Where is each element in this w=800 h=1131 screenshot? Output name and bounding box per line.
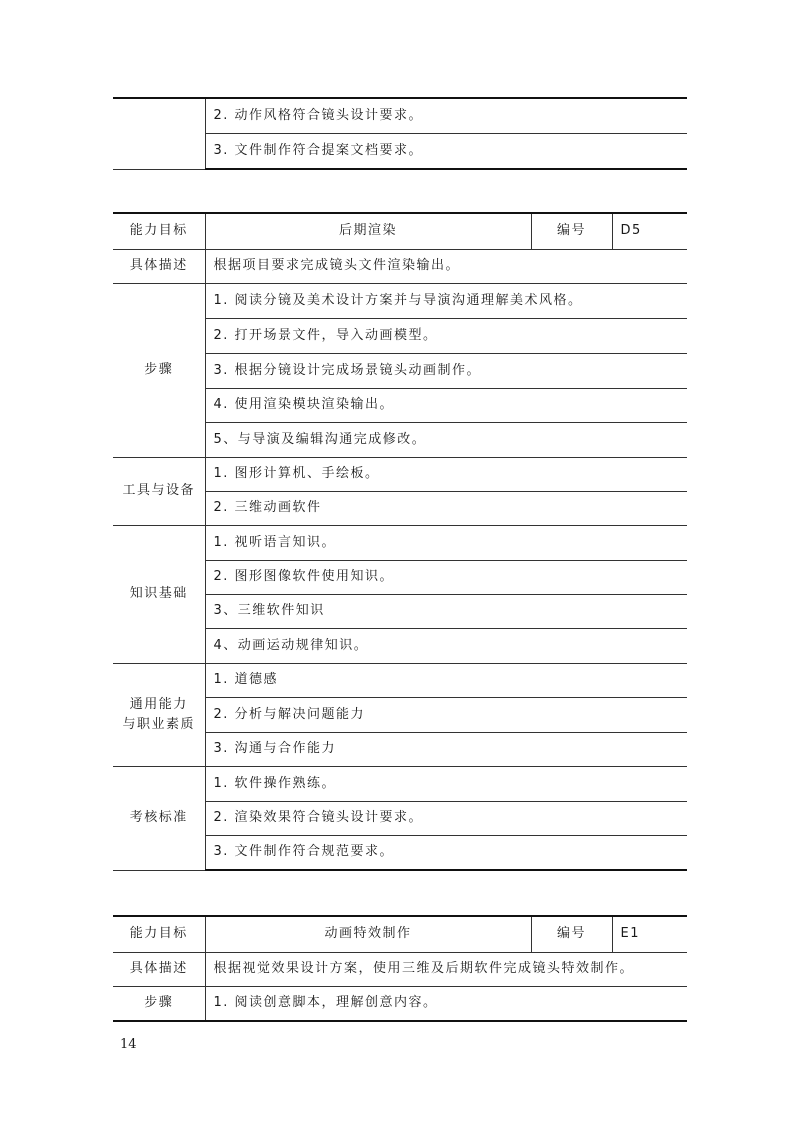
table-row [113, 249, 687, 283]
list-item: 1. 视听语言知识。 [205, 525, 687, 560]
table-row [113, 525, 687, 560]
list-item: 4. 使用渲染模块渲染输出。 [205, 388, 687, 422]
steps-label: 步骤 [113, 986, 205, 1021]
list-item: 1. 道德感 [205, 663, 687, 697]
list-item: 2. 分析与解决问题能力 [205, 697, 687, 732]
list-item: 2. 打开场景文件，导入动画模型。 [205, 318, 687, 353]
description-text: 根据项目要求完成镜头文件渲染输出。 [205, 249, 687, 283]
list-item: 2. 渲染效果符合镜头设计要求。 [205, 801, 687, 835]
description-text: 根据视觉效果设计方案，使用三维及后期软件完成镜头特效制作。 [205, 952, 687, 986]
code-value: D5 [612, 213, 687, 249]
list-item: 5、与导演及编辑沟通完成修改。 [205, 422, 687, 457]
description-label: 具体描述 [113, 249, 205, 283]
list-item: 3. 根据分镜设计完成场景镜头动画制作。 [205, 353, 687, 388]
list-item: 1. 阅读分镜及美术设计方案并与导演沟通理解美术风格。 [205, 283, 687, 318]
list-item: 3. 沟通与合作能力 [205, 732, 687, 766]
steps-label: 步骤 [113, 283, 205, 457]
assessment-label: 考核标准 [113, 766, 205, 870]
goal-label: 能力目标 [113, 213, 205, 249]
list-item: 3. 文件制作符合规范要求。 [205, 835, 687, 870]
table-header-row [113, 213, 687, 249]
competency-table-d5 [113, 212, 687, 871]
page-number: 14 [120, 1037, 137, 1052]
list-item: 2. 图形图像软件使用知识。 [205, 560, 687, 594]
knowledge-label: 知识基础 [113, 525, 205, 663]
goal-label: 能力目标 [113, 916, 205, 952]
competency-table-e1 [113, 915, 687, 1022]
list-item: 1. 软件操作熟练。 [205, 766, 687, 801]
general-ability-label-line2: 与职业素质 [122, 716, 195, 732]
general-ability-label-line1: 通用能力 [129, 696, 188, 712]
table-row [113, 283, 687, 318]
code-label: 编号 [531, 916, 612, 952]
general-ability-label [113, 663, 205, 766]
table-row [113, 952, 687, 986]
list-item: 1. 阅读创意脚本，理解创意内容。 [205, 986, 687, 1021]
table-row [113, 766, 687, 801]
assessment-label-cell [113, 98, 205, 169]
assessment-table-continued [113, 97, 687, 170]
table-row [113, 986, 687, 1021]
goal-title: 动画特效制作 [205, 916, 531, 952]
table-row [113, 663, 687, 697]
table-row [113, 457, 687, 491]
list-item: 1. 图形计算机、手绘板。 [205, 457, 687, 491]
list-item: 4、动画运动规律知识。 [205, 628, 687, 663]
code-label: 编号 [531, 213, 612, 249]
table-row [113, 98, 687, 133]
tools-label: 工具与设备 [113, 457, 205, 525]
list-item: 2. 三维动画软件 [205, 491, 687, 525]
table-header-row [113, 916, 687, 952]
description-label: 具体描述 [113, 952, 205, 986]
code-value: E1 [612, 916, 687, 952]
list-item: 3、三维软件知识 [205, 594, 687, 628]
goal-title: 后期渲染 [205, 213, 531, 249]
list-item: 3. 文件制作符合提案文档要求。 [205, 133, 687, 169]
list-item: 2. 动作风格符合镜头设计要求。 [205, 98, 687, 133]
